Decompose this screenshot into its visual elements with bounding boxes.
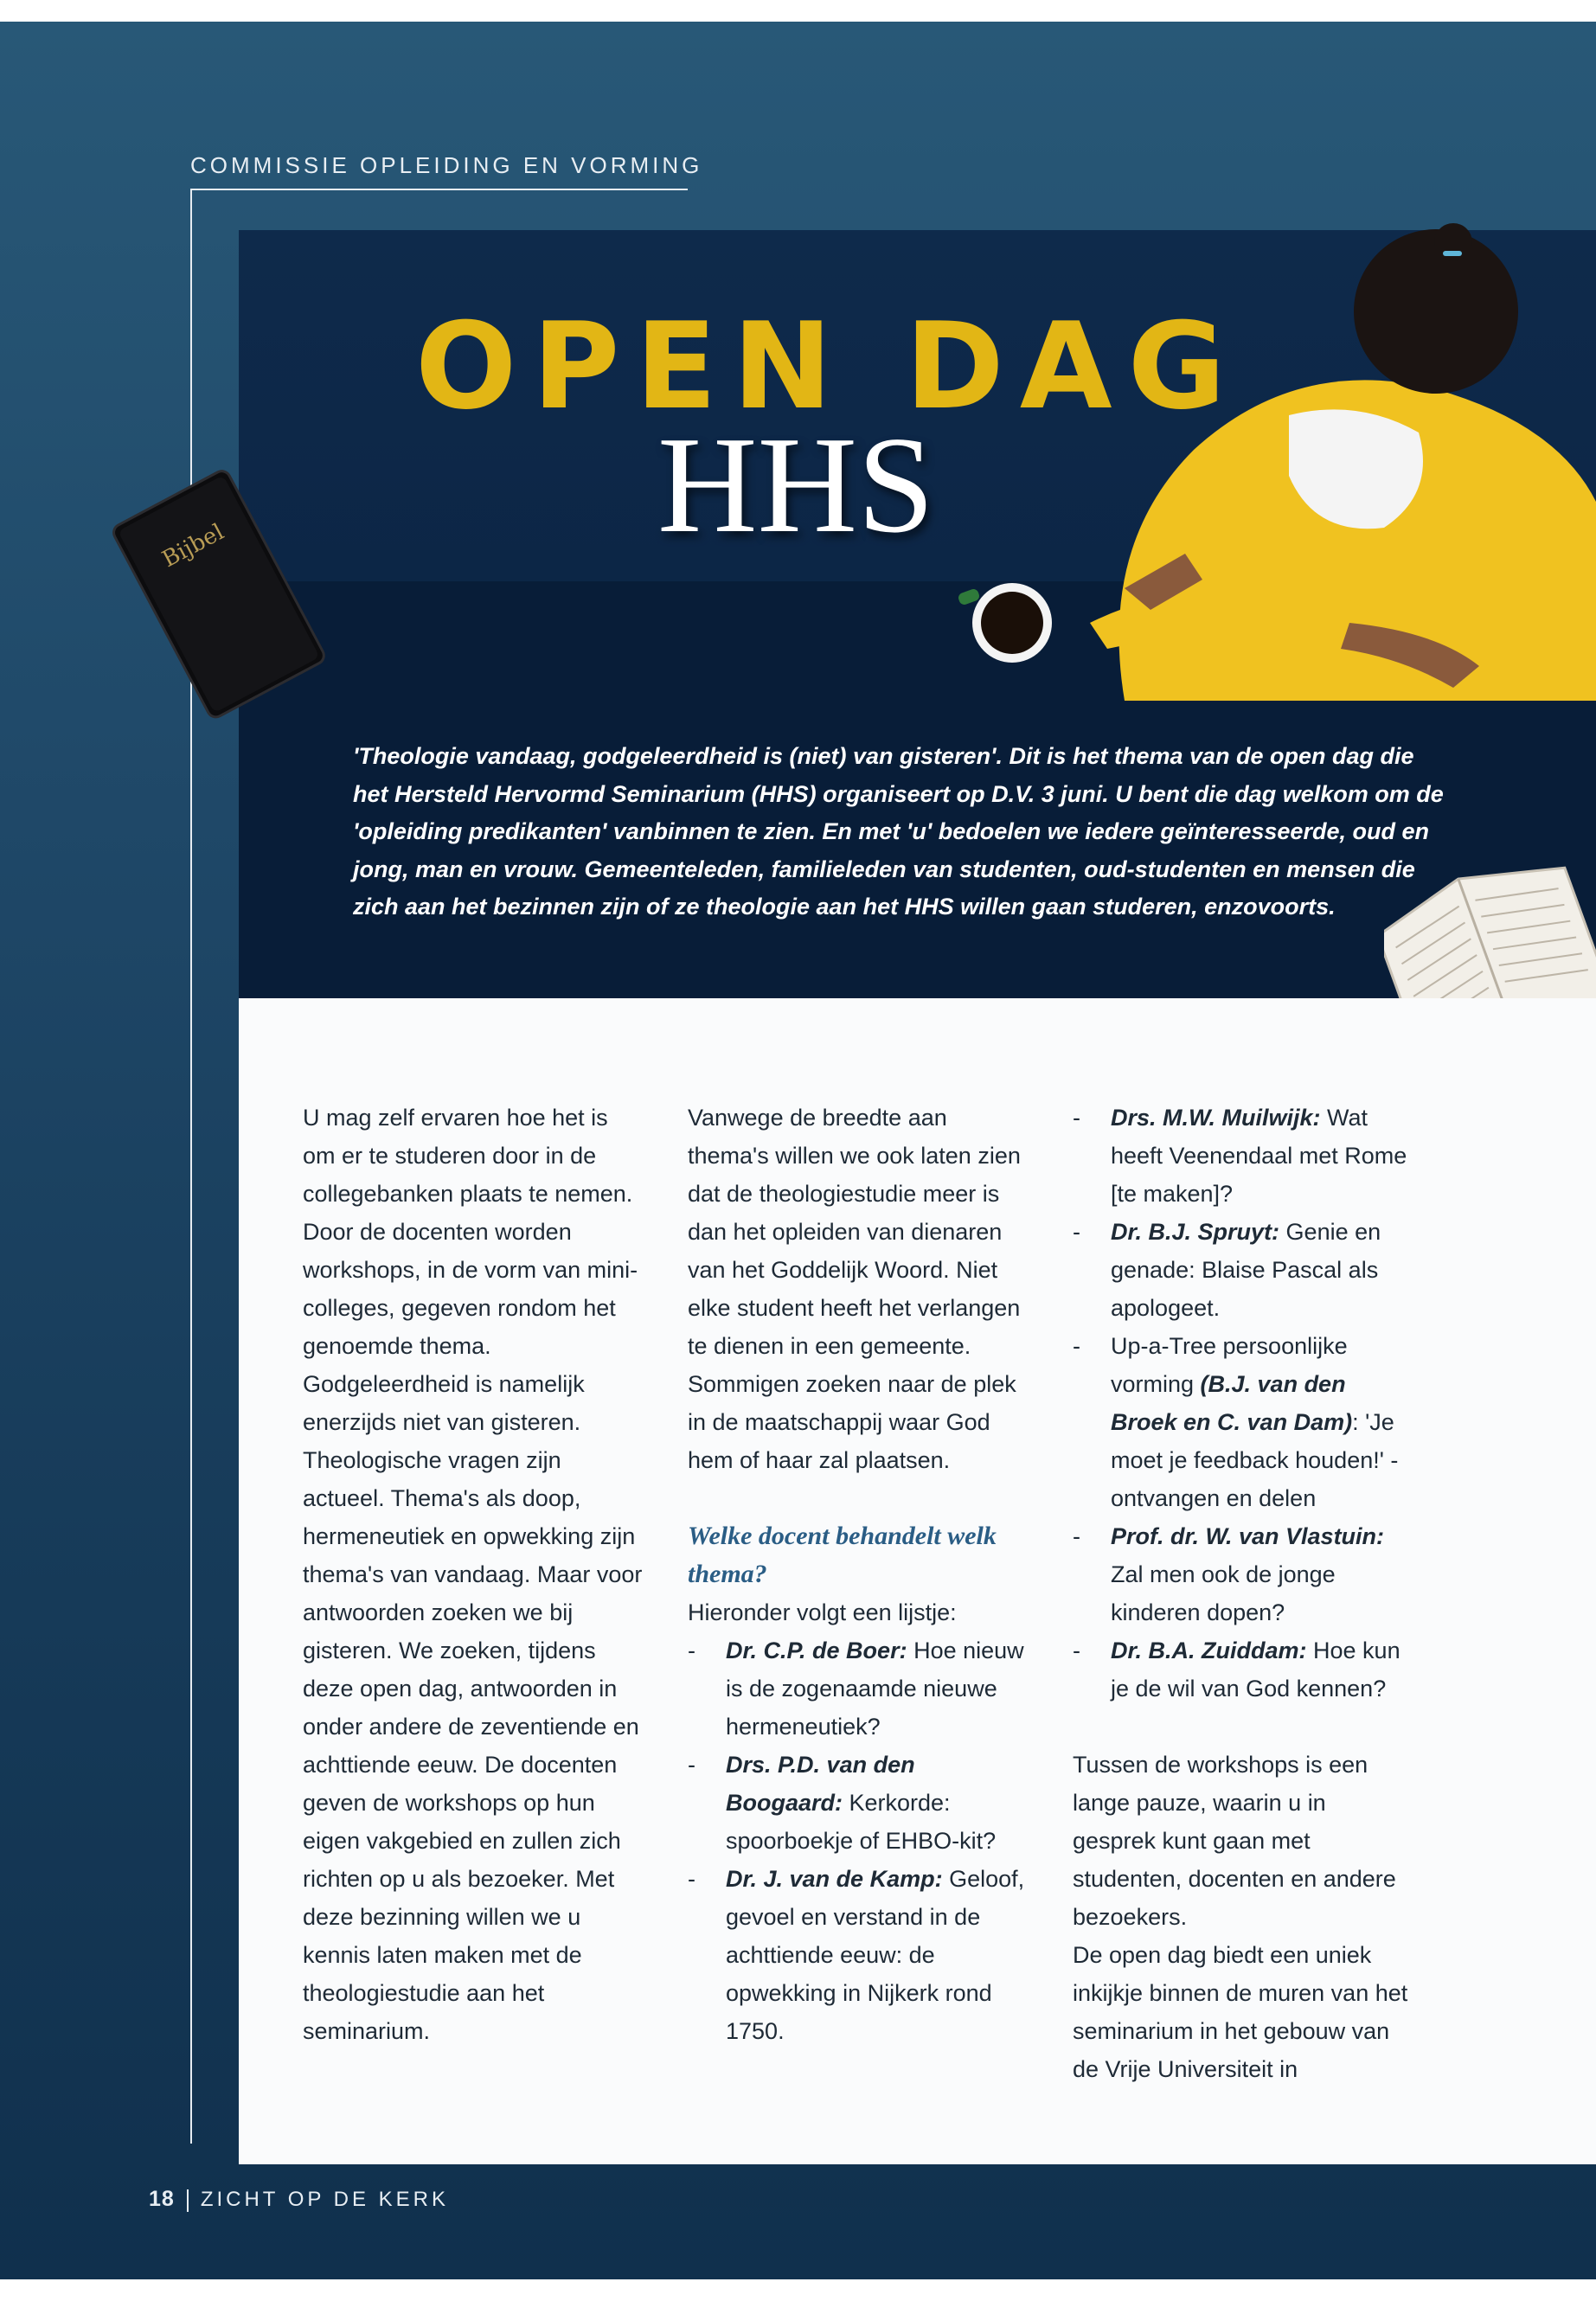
list-item xyxy=(688,1631,1029,1746)
workshop-title: Wat heeft Veenendaal met Rome [te maken]? xyxy=(1111,1105,1407,1207)
workshop-title: Geloof, gevoel en verstand in de achttiende eeuw: de opwekking in Nijkerk rond 1750. xyxy=(726,1866,1025,2044)
article-column-1 xyxy=(303,1099,644,2050)
list-item xyxy=(688,1860,1029,2050)
col3-paragraph-2: De open dag biedt een uniek inkijkje binnen de muren van het seminarium in het gebouw van de Vrije Universiteit in xyxy=(1073,1942,1408,2082)
list-item xyxy=(688,1746,1029,1860)
docent-name: (B.J. van den Broek en C. van Dam) xyxy=(1111,1371,1353,1435)
list-item xyxy=(1073,1213,1414,1327)
docent-name: Prof. dr. W. van Vlastuin: xyxy=(1111,1523,1385,1549)
workshop-title: Kerkorde: spoorboekje of EHBO-kit? xyxy=(726,1790,997,1854)
bible-book-label: Bijbel xyxy=(157,519,228,574)
workshop-list-2 xyxy=(1073,1099,1414,1708)
coffee-cup-icon xyxy=(952,575,1064,670)
workshop-title: Hoe kun je de wil van God kennen? xyxy=(1111,1638,1401,1702)
workshop-title: Hoe nieuw is de zogenaamde nieuwe hermeneutiek? xyxy=(726,1638,1024,1740)
list-item xyxy=(1073,1517,1414,1631)
article-column-3 xyxy=(1073,1099,1414,2088)
page-number: 18 xyxy=(149,2187,175,2211)
docent-name: Dr. C.P. de Boer: xyxy=(726,1638,907,1663)
intro-paragraph: 'Theologie vandaag, godgeleerdheid is (niet) van gisteren'. Dit is het thema van de open dag die het Hersteld Hervormd Seminarium (HHS) organiseert op D.V. 3 juni. U bent die dag welkom om de 'opleiding predikanten' vanbinnen te zien. En met 'u' bedoelen we iedere geïnteresseerde, oud en jong, man en vrouw. Gemeenteleden, familieleden van studenten, oud-studenten en mensen die zich aan het bezinnen zijn of ze theologie aan het HHS willen gaan studeren, enzovoorts. xyxy=(353,743,1444,920)
col1-paragraph: U mag zelf ervaren hoe het is om er te studeren door in de collegebanken plaats te nemen. Door de docenten worden workshops, in de vorm van mini-colleges, gegeven rondom het genoemde thema. Godgeleerdheid is namelijk enerzijds niet van gisteren. Theologische vragen zijn actueel. Thema's als doop, hermeneutiek en opwekking zijn thema's van vandaag. Maar voor antwoorden zoeken we bij gisteren. We zoeken, tijdens deze open dag, antwoorden in onder andere de zeventiende en achttiende eeuw. De docenten geven de workshops op hun eigen vakgebied en zullen zich richten op u als bezoeker. Met deze bezinning willen we u kennis laten maken met de theologiestudie aan het seminarium. xyxy=(303,1105,643,2044)
list-item xyxy=(1073,1631,1414,1708)
list-item xyxy=(1073,1327,1414,1517)
workshop-title: Zal men ook de jonge kinderen dopen? xyxy=(1111,1561,1336,1625)
workshop-prefix: Up-a-Tree persoonlijke vorming xyxy=(1111,1333,1348,1397)
workshop-title: Genie en genade: Blaise Pascal als apologeet. xyxy=(1111,1219,1381,1321)
page-footer xyxy=(149,2187,449,2212)
magazine-name: ZICHT OP DE KERK xyxy=(200,2188,449,2211)
footer-divider xyxy=(187,2189,189,2212)
list-intro: Hieronder volgt een lijstje: xyxy=(688,1599,957,1625)
docent-name: Drs. M.W. Muilwijk: xyxy=(1111,1105,1321,1131)
docent-name: Drs. P.D. van den Boogaard: xyxy=(726,1752,915,1816)
list-item xyxy=(1073,1099,1414,1213)
docent-name: Dr. B.A. Zuiddam: xyxy=(1111,1638,1307,1663)
docent-name: Dr. J. van de Kamp: xyxy=(726,1866,943,1892)
workshop-list-1 xyxy=(688,1631,1029,2050)
col3-paragraph-1: Tussen de workshops is een lange pauze, waarin u in gesprek kunt gaan met studenten, docenten en andere bezoekers. xyxy=(1073,1752,1396,1930)
section-label: COMMISSIE OPLEIDING EN VORMING xyxy=(190,152,703,178)
frame-line-top xyxy=(190,189,688,190)
docent-name: Dr. B.J. Spruyt: xyxy=(1111,1219,1280,1245)
workshop-title: : 'Je moet je feedback houden!' - ontvangen en delen xyxy=(1111,1409,1399,1511)
title-hhs: HHS xyxy=(657,407,935,561)
student-illustration xyxy=(1073,216,1596,701)
workshop-heading: Welke docent behandelt welk thema? xyxy=(688,1522,997,1588)
col2-paragraph: Vanwege de breedte aan thema's willen we ook laten zien dat de theologiestudie meer is dan het opleiden van dienaren van het Goddelijk Woord. Niet elke student heeft het verlangen te dienen in een gemeente. Sommigen zoeken naar de plek in de maatschappij waar God hem of haar zal plaatsen. xyxy=(688,1105,1021,1473)
article-column-2 xyxy=(688,1099,1029,2050)
title-open-dag: OPEN DAG xyxy=(415,297,1241,436)
bible-book-icon xyxy=(82,450,359,727)
